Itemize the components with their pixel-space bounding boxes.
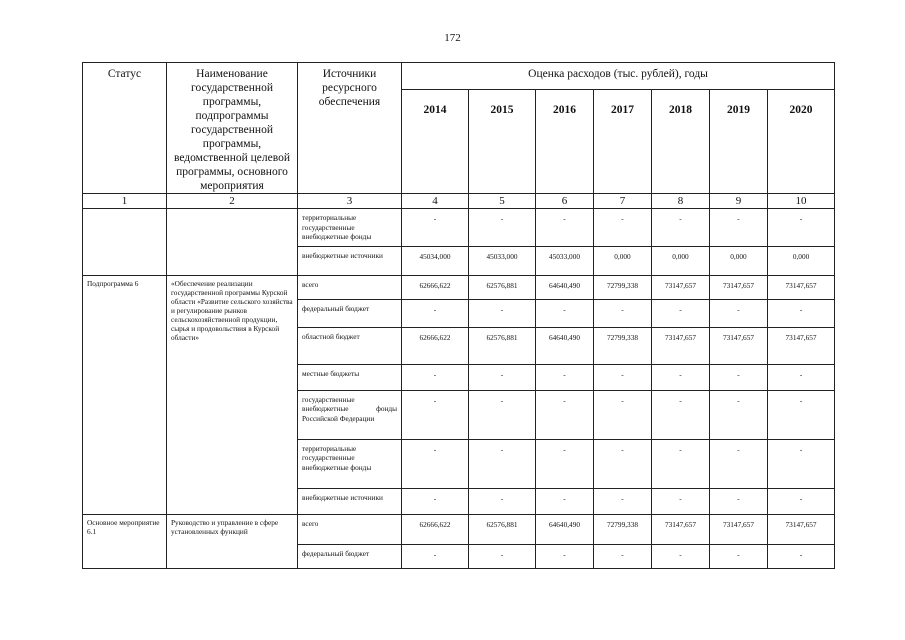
funding-source-cell: федеральный бюджет [298, 544, 402, 568]
column-number: 7 [594, 194, 652, 209]
program-name-cell: Руководство и управление в сфере установленных функций [167, 514, 298, 568]
column-number: 6 [536, 194, 594, 209]
year-2018: 2018 [652, 90, 710, 194]
amount-cell: - [710, 299, 768, 327]
amount-cell: - [710, 364, 768, 390]
amount-cell: - [652, 390, 710, 439]
amount-cell: - [536, 390, 594, 439]
funding-source-cell: областной бюджет [298, 327, 402, 364]
amount-cell: - [710, 209, 768, 247]
amount-cell: - [652, 544, 710, 568]
amount-cell: 62666,622 [402, 514, 469, 544]
funding-source-cell: внебюджетные источники [298, 488, 402, 514]
amount-cell: - [402, 439, 469, 488]
status-cell: Подпрограмма 6 [83, 275, 167, 514]
amount-cell: 73147,657 [652, 327, 710, 364]
amount-cell: - [710, 544, 768, 568]
amount-cell: - [402, 364, 469, 390]
year-2016: 2016 [536, 90, 594, 194]
amount-cell: - [594, 390, 652, 439]
amount-cell: - [768, 299, 835, 327]
table-row [83, 514, 835, 544]
amount-cell: - [536, 439, 594, 488]
amount-cell: - [402, 390, 469, 439]
amount-cell: - [536, 544, 594, 568]
funding-source-cell: территориальные государственные внебюджетные фонды [298, 439, 402, 488]
amount-cell: 45033,000 [536, 246, 594, 275]
amount-cell: - [652, 364, 710, 390]
amount-cell: - [652, 299, 710, 327]
program-name-cell: «Обеспечение реализации государственной программы Курской области «Развитие сельского хозяйства и регулирование рынков сельскохозяйственной продукции, сырья и продовольствия в Курской области» [167, 275, 298, 514]
amount-cell: - [536, 209, 594, 247]
amount-cell: - [768, 390, 835, 439]
amount-cell: 73147,657 [710, 514, 768, 544]
funding-source-cell: внебюджетные источники [298, 246, 402, 275]
funding-source-cell: всего [298, 514, 402, 544]
amount-cell: 62576,881 [469, 275, 536, 299]
amount-cell: 73147,657 [652, 275, 710, 299]
column-number: 3 [298, 194, 402, 209]
amount-cell: - [402, 544, 469, 568]
page-number: 172 [444, 32, 461, 44]
year-2017: 2017 [594, 90, 652, 194]
amount-cell: 64640,490 [536, 275, 594, 299]
year-2019: 2019 [710, 90, 768, 194]
amount-cell: - [469, 390, 536, 439]
table-row [83, 209, 835, 247]
amount-cell: - [469, 364, 536, 390]
amount-cell: 0,000 [710, 246, 768, 275]
column-number-row [83, 194, 835, 209]
amount-cell: 73147,657 [768, 327, 835, 364]
amount-cell: - [768, 439, 835, 488]
amount-cell: - [768, 209, 835, 247]
amount-cell: 72799,338 [594, 327, 652, 364]
column-number: 1 [83, 194, 167, 209]
amount-cell: - [594, 364, 652, 390]
header-estimate: Оценка расходов (тыс. рублей), годы [402, 63, 835, 90]
amount-cell: - [652, 209, 710, 247]
year-2020: 2020 [768, 90, 835, 194]
column-number: 10 [768, 194, 835, 209]
header-source: Источники ресурсного обеспечения [298, 63, 402, 194]
amount-cell: - [768, 488, 835, 514]
header-status: Статус [83, 63, 167, 194]
amount-cell: 64640,490 [536, 327, 594, 364]
header-name: Наименование государственной программы, подпрограммы государственной программы, ведомственной целевой программы, основного мероприятия [167, 63, 298, 194]
amount-cell: - [710, 390, 768, 439]
amount-cell: - [536, 299, 594, 327]
amount-cell: - [594, 209, 652, 247]
amount-cell: 73147,657 [768, 275, 835, 299]
status-cell [83, 209, 167, 276]
amount-cell: 62666,622 [402, 275, 469, 299]
amount-cell: - [536, 488, 594, 514]
amount-cell: - [594, 488, 652, 514]
amount-cell: - [594, 439, 652, 488]
amount-cell: - [402, 299, 469, 327]
amount-cell: 45034,000 [402, 246, 469, 275]
funding-source-cell: федеральный бюджет [298, 299, 402, 327]
amount-cell: - [536, 364, 594, 390]
amount-cell: 62576,881 [469, 327, 536, 364]
column-number: 4 [402, 194, 469, 209]
amount-cell: 45033,000 [469, 246, 536, 275]
amount-cell: - [402, 488, 469, 514]
amount-cell: 73147,657 [710, 275, 768, 299]
table-row [83, 275, 835, 299]
amount-cell: - [469, 544, 536, 568]
amount-cell: 73147,657 [768, 514, 835, 544]
column-number: 5 [469, 194, 536, 209]
amount-cell: 0,000 [652, 246, 710, 275]
funding-source-cell: территориальные государственные внебюджетные фонды [298, 209, 402, 247]
program-name-cell [167, 209, 298, 276]
amount-cell: 0,000 [768, 246, 835, 275]
amount-cell: - [768, 544, 835, 568]
amount-cell: 62576,881 [469, 514, 536, 544]
amount-cell: 0,000 [594, 246, 652, 275]
budget-table [82, 62, 835, 569]
amount-cell: 72799,338 [594, 275, 652, 299]
amount-cell: - [652, 439, 710, 488]
amount-cell: - [710, 439, 768, 488]
amount-cell: - [402, 209, 469, 247]
amount-cell: 62666,622 [402, 327, 469, 364]
column-number: 2 [167, 194, 298, 209]
amount-cell: 64640,490 [536, 514, 594, 544]
amount-cell: - [594, 299, 652, 327]
status-cell: Основное мероприятие 6.1 [83, 514, 167, 568]
amount-cell: - [469, 299, 536, 327]
amount-cell: - [710, 488, 768, 514]
amount-cell: 73147,657 [710, 327, 768, 364]
funding-source-cell: всего [298, 275, 402, 299]
amount-cell: - [469, 439, 536, 488]
amount-cell: 73147,657 [652, 514, 710, 544]
amount-cell: 72799,338 [594, 514, 652, 544]
year-2015: 2015 [469, 90, 536, 194]
funding-source-cell: местные бюджеты [298, 364, 402, 390]
column-number: 8 [652, 194, 710, 209]
amount-cell: - [469, 488, 536, 514]
amount-cell: - [652, 488, 710, 514]
amount-cell: - [469, 209, 536, 247]
column-number: 9 [710, 194, 768, 209]
year-2014: 2014 [402, 90, 469, 194]
funding-source-cell: государственные внебюджетные фонды Российской Федерации [298, 390, 402, 439]
amount-cell: - [768, 364, 835, 390]
amount-cell: - [594, 544, 652, 568]
